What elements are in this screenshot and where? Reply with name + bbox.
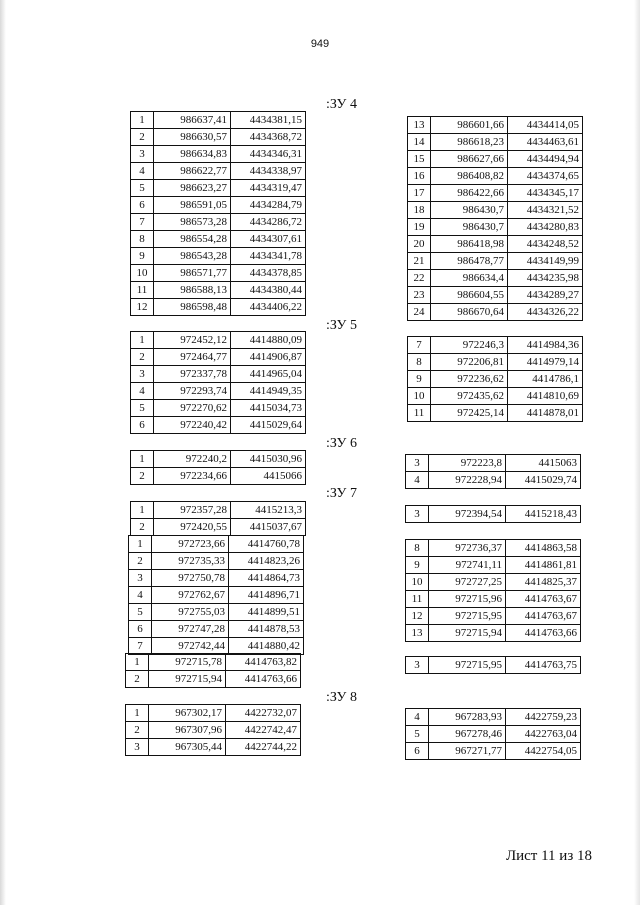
table-row <box>129 587 304 604</box>
y-coordinate-cell: 4422744,22 <box>226 739 301 756</box>
point-number-cell: 9 <box>131 248 154 265</box>
x-coordinate-cell: 972206,81 <box>431 354 508 371</box>
y-coordinate-cell: 4434149,99 <box>508 253 583 270</box>
y-coordinate-cell: 4422732,07 <box>226 705 301 722</box>
table-row <box>408 304 583 321</box>
x-coordinate-cell: 986573,28 <box>154 214 231 231</box>
point-number-cell: 3 <box>131 366 154 383</box>
table-row <box>131 129 306 146</box>
y-coordinate-cell: 4414880,42 <box>229 638 304 655</box>
x-coordinate-cell: 972337,78 <box>154 366 231 383</box>
table-row <box>408 287 583 304</box>
x-coordinate-cell: 986598,48 <box>154 299 231 316</box>
x-coordinate-cell: 986634,83 <box>154 146 231 163</box>
point-number-cell: 11 <box>406 591 429 608</box>
x-coordinate-cell: 967305,44 <box>149 739 226 756</box>
y-coordinate-cell: 4414863,58 <box>506 540 581 557</box>
y-coordinate-cell: 4434374,65 <box>508 168 583 185</box>
table-row <box>129 553 304 570</box>
coord-table <box>405 539 581 642</box>
y-coordinate-cell: 4434235,98 <box>508 270 583 287</box>
y-coordinate-cell: 4414878,53 <box>229 621 304 638</box>
y-coordinate-cell: 4415029,74 <box>506 472 581 489</box>
x-coordinate-cell: 986637,41 <box>154 112 231 129</box>
coord-table <box>125 704 301 756</box>
table-row <box>408 405 583 422</box>
point-number-cell: 18 <box>408 202 431 219</box>
table-row <box>129 621 304 638</box>
table-row <box>129 604 304 621</box>
point-number-cell: 15 <box>408 151 431 168</box>
table-row <box>131 451 306 468</box>
table-row <box>406 657 581 674</box>
y-coordinate-cell: 4414965,04 <box>231 366 306 383</box>
point-number-cell: 1 <box>131 502 154 519</box>
x-coordinate-cell: 972236,62 <box>431 371 508 388</box>
point-number-cell: 2 <box>131 129 154 146</box>
y-coordinate-cell: 4434378,85 <box>231 265 306 282</box>
table-row <box>408 270 583 287</box>
section-label-zu6: :ЗУ 6 <box>326 436 357 451</box>
y-coordinate-cell: 4414878,01 <box>508 405 583 422</box>
coord-table <box>125 653 301 688</box>
table-row <box>406 608 581 625</box>
point-number-cell: 8 <box>408 354 431 371</box>
x-coordinate-cell: 972715,95 <box>429 657 506 674</box>
point-number-cell: 16 <box>408 168 431 185</box>
table-row <box>406 625 581 642</box>
y-coordinate-cell: 4434326,22 <box>508 304 583 321</box>
point-number-cell: 20 <box>408 236 431 253</box>
x-coordinate-cell: 986588,13 <box>154 282 231 299</box>
y-coordinate-cell: 4414810,69 <box>508 388 583 405</box>
y-coordinate-cell: 4434284,79 <box>231 197 306 214</box>
y-coordinate-cell: 4415030,96 <box>231 451 306 468</box>
x-coordinate-cell: 972223,8 <box>429 455 506 472</box>
y-coordinate-cell: 4414763,66 <box>506 625 581 642</box>
table-row <box>408 185 583 202</box>
point-number-cell: 4 <box>131 383 154 400</box>
point-number-cell: 14 <box>408 134 431 151</box>
point-number-cell: 10 <box>408 388 431 405</box>
table-row <box>406 472 581 489</box>
x-coordinate-cell: 972727,25 <box>429 574 506 591</box>
table-row <box>408 354 583 371</box>
x-coordinate-cell: 972755,03 <box>152 604 229 621</box>
y-coordinate-cell: 4422759,23 <box>506 709 581 726</box>
point-number-cell: 9 <box>406 557 429 574</box>
table-row <box>406 506 581 523</box>
coord-table <box>130 450 306 485</box>
x-coordinate-cell: 972715,94 <box>149 671 226 688</box>
x-coordinate-cell: 967307,96 <box>149 722 226 739</box>
point-number-cell: 21 <box>408 253 431 270</box>
point-number-cell: 8 <box>406 540 429 557</box>
y-coordinate-cell: 4414979,14 <box>508 354 583 371</box>
section-label-zu8: :ЗУ 8 <box>326 690 357 705</box>
x-coordinate-cell: 986422,66 <box>431 185 508 202</box>
y-coordinate-cell: 4434248,52 <box>508 236 583 253</box>
x-coordinate-cell: 972723,66 <box>152 536 229 553</box>
x-coordinate-cell: 986478,77 <box>431 253 508 270</box>
point-number-cell: 3 <box>126 739 149 756</box>
point-number-cell: 5 <box>406 726 429 743</box>
coord-table <box>130 111 306 316</box>
x-coordinate-cell: 986430,7 <box>431 202 508 219</box>
y-coordinate-cell: 4434368,72 <box>231 129 306 146</box>
x-coordinate-cell: 972435,62 <box>431 388 508 405</box>
point-number-cell: 6 <box>131 417 154 434</box>
y-coordinate-cell: 4434414,05 <box>508 117 583 134</box>
table-row <box>131 519 306 536</box>
x-coordinate-cell: 972750,78 <box>152 570 229 587</box>
point-number-cell: 1 <box>131 332 154 349</box>
point-number-cell: 5 <box>131 180 154 197</box>
y-coordinate-cell: 4415029,64 <box>231 417 306 434</box>
y-coordinate-cell: 4415218,43 <box>506 506 581 523</box>
x-coordinate-cell: 986543,28 <box>154 248 231 265</box>
table-row <box>131 468 306 485</box>
point-number-cell: 24 <box>408 304 431 321</box>
table-row <box>406 591 581 608</box>
point-number-cell: 6 <box>406 743 429 760</box>
x-coordinate-cell: 986571,77 <box>154 265 231 282</box>
point-number-cell: 7 <box>408 337 431 354</box>
table-row <box>406 709 581 726</box>
point-number-cell: 2 <box>131 349 154 366</box>
table-row <box>408 168 583 185</box>
point-number-cell: 1 <box>126 654 149 671</box>
table-row <box>131 400 306 417</box>
y-coordinate-cell: 4414906,87 <box>231 349 306 366</box>
x-coordinate-cell: 972452,12 <box>154 332 231 349</box>
point-number-cell: 3 <box>406 506 429 523</box>
y-coordinate-cell: 4434289,27 <box>508 287 583 304</box>
y-coordinate-cell: 4434346,31 <box>231 146 306 163</box>
y-coordinate-cell: 4434319,47 <box>231 180 306 197</box>
coord-table <box>407 116 583 321</box>
table-row <box>131 248 306 265</box>
x-coordinate-cell: 986618,23 <box>431 134 508 151</box>
table-row <box>131 180 306 197</box>
y-coordinate-cell: 4414949,35 <box>231 383 306 400</box>
x-coordinate-cell: 972228,94 <box>429 472 506 489</box>
x-coordinate-cell: 986622,77 <box>154 163 231 180</box>
table-row <box>406 743 581 760</box>
point-number-cell: 7 <box>131 214 154 231</box>
y-coordinate-cell: 4414825,37 <box>506 574 581 591</box>
point-number-cell: 10 <box>406 574 429 591</box>
x-coordinate-cell: 972420,55 <box>154 519 231 536</box>
table-row <box>126 722 301 739</box>
x-coordinate-cell: 972394,54 <box>429 506 506 523</box>
table-row <box>126 739 301 756</box>
y-coordinate-cell: 4414763,67 <box>506 591 581 608</box>
y-coordinate-cell: 4414763,82 <box>226 654 301 671</box>
x-coordinate-cell: 972464,77 <box>154 349 231 366</box>
x-coordinate-cell: 972715,96 <box>429 591 506 608</box>
section-label-zu5: :ЗУ 5 <box>326 318 357 333</box>
y-coordinate-cell: 4434307,61 <box>231 231 306 248</box>
y-coordinate-cell: 4434280,83 <box>508 219 583 236</box>
point-number-cell: 9 <box>408 371 431 388</box>
y-coordinate-cell: 4414880,09 <box>231 332 306 349</box>
table-row <box>408 371 583 388</box>
x-coordinate-cell: 967271,77 <box>429 743 506 760</box>
x-coordinate-cell: 972270,62 <box>154 400 231 417</box>
y-coordinate-cell: 4422742,47 <box>226 722 301 739</box>
x-coordinate-cell: 986670,64 <box>431 304 508 321</box>
y-coordinate-cell: 4434380,44 <box>231 282 306 299</box>
table-row <box>406 574 581 591</box>
coord-table <box>407 336 583 422</box>
x-coordinate-cell: 972293,74 <box>154 383 231 400</box>
point-number-cell: 3 <box>129 570 152 587</box>
table-row <box>126 671 301 688</box>
table-row <box>408 134 583 151</box>
y-coordinate-cell: 4422754,05 <box>506 743 581 760</box>
point-number-cell: 4 <box>129 587 152 604</box>
point-number-cell: 13 <box>406 625 429 642</box>
point-number-cell: 1 <box>129 536 152 553</box>
table-row <box>131 417 306 434</box>
x-coordinate-cell: 967302,17 <box>149 705 226 722</box>
point-number-cell: 5 <box>129 604 152 621</box>
x-coordinate-cell: 972715,95 <box>429 608 506 625</box>
x-coordinate-cell: 972741,11 <box>429 557 506 574</box>
table-row <box>408 202 583 219</box>
point-number-cell: 2 <box>126 671 149 688</box>
x-coordinate-cell: 972240,2 <box>154 451 231 468</box>
point-number-cell: 11 <box>408 405 431 422</box>
point-number-cell: 7 <box>129 638 152 655</box>
x-coordinate-cell: 972736,37 <box>429 540 506 557</box>
point-number-cell: 4 <box>131 163 154 180</box>
y-coordinate-cell: 4422763,04 <box>506 726 581 743</box>
y-coordinate-cell: 4414760,78 <box>229 536 304 553</box>
point-number-cell: 11 <box>131 282 154 299</box>
y-coordinate-cell: 4434321,52 <box>508 202 583 219</box>
point-number-cell: 8 <box>131 231 154 248</box>
point-number-cell: 1 <box>131 451 154 468</box>
point-number-cell: 5 <box>131 400 154 417</box>
x-coordinate-cell: 986634,4 <box>431 270 508 287</box>
table-row <box>131 112 306 129</box>
x-coordinate-cell: 972747,28 <box>152 621 229 638</box>
x-coordinate-cell: 986630,57 <box>154 129 231 146</box>
y-coordinate-cell: 4414763,67 <box>506 608 581 625</box>
coord-table <box>405 656 581 674</box>
y-coordinate-cell: 4414864,73 <box>229 570 304 587</box>
y-coordinate-cell: 4414763,66 <box>226 671 301 688</box>
table-row <box>131 163 306 180</box>
table-row <box>131 282 306 299</box>
x-coordinate-cell: 972357,28 <box>154 502 231 519</box>
table-row <box>406 726 581 743</box>
y-coordinate-cell: 4434341,78 <box>231 248 306 265</box>
page-number: 949 <box>310 38 330 50</box>
y-coordinate-cell: 4414896,71 <box>229 587 304 604</box>
table-row <box>126 705 301 722</box>
point-number-cell: 2 <box>131 519 154 536</box>
x-coordinate-cell: 967278,46 <box>429 726 506 743</box>
x-coordinate-cell: 967283,93 <box>429 709 506 726</box>
point-number-cell: 6 <box>129 621 152 638</box>
x-coordinate-cell: 986623,27 <box>154 180 231 197</box>
x-coordinate-cell: 972240,42 <box>154 417 231 434</box>
point-number-cell: 3 <box>131 146 154 163</box>
table-row <box>408 236 583 253</box>
table-row <box>131 214 306 231</box>
table-row <box>129 536 304 553</box>
y-coordinate-cell: 4434381,15 <box>231 112 306 129</box>
y-coordinate-cell: 4414786,1 <box>508 371 583 388</box>
table-row <box>126 654 301 671</box>
x-coordinate-cell: 972425,14 <box>431 405 508 422</box>
table-row <box>131 146 306 163</box>
y-coordinate-cell: 4434345,17 <box>508 185 583 202</box>
point-number-cell: 3 <box>406 455 429 472</box>
y-coordinate-cell: 4414763,75 <box>506 657 581 674</box>
y-coordinate-cell: 4414984,36 <box>508 337 583 354</box>
table-row <box>406 455 581 472</box>
point-number-cell: 23 <box>408 287 431 304</box>
y-coordinate-cell: 4414861,81 <box>506 557 581 574</box>
y-coordinate-cell: 4415037,67 <box>231 519 306 536</box>
table-row <box>131 332 306 349</box>
table-row <box>131 383 306 400</box>
coord-table <box>128 535 304 655</box>
y-coordinate-cell: 4415066 <box>231 468 306 485</box>
point-number-cell: 1 <box>131 112 154 129</box>
point-number-cell: 6 <box>131 197 154 214</box>
point-number-cell: 2 <box>129 553 152 570</box>
point-number-cell: 12 <box>406 608 429 625</box>
y-coordinate-cell: 4434494,94 <box>508 151 583 168</box>
page-edge-right <box>634 0 640 905</box>
coord-table <box>405 454 581 489</box>
table-row <box>408 117 583 134</box>
table-row <box>129 570 304 587</box>
table-row <box>131 502 306 519</box>
x-coordinate-cell: 972715,78 <box>149 654 226 671</box>
coord-table <box>130 501 306 536</box>
y-coordinate-cell: 4434286,72 <box>231 214 306 231</box>
point-number-cell: 12 <box>131 299 154 316</box>
table-row <box>406 540 581 557</box>
sheet-footer: Лист 11 из 18 <box>505 848 592 864</box>
point-number-cell: 13 <box>408 117 431 134</box>
point-number-cell: 2 <box>126 722 149 739</box>
x-coordinate-cell: 986601,66 <box>431 117 508 134</box>
x-coordinate-cell: 972762,67 <box>152 587 229 604</box>
table-row <box>131 197 306 214</box>
point-number-cell: 1 <box>126 705 149 722</box>
point-number-cell: 3 <box>406 657 429 674</box>
coord-table <box>130 331 306 434</box>
page-edge-left <box>0 0 6 905</box>
x-coordinate-cell: 986430,7 <box>431 219 508 236</box>
y-coordinate-cell: 4415063 <box>506 455 581 472</box>
y-coordinate-cell: 4434406,22 <box>231 299 306 316</box>
x-coordinate-cell: 986604,55 <box>431 287 508 304</box>
y-coordinate-cell: 4434338,97 <box>231 163 306 180</box>
x-coordinate-cell: 972742,44 <box>152 638 229 655</box>
y-coordinate-cell: 4415213,3 <box>231 502 306 519</box>
table-row <box>408 151 583 168</box>
y-coordinate-cell: 4415034,73 <box>231 400 306 417</box>
point-number-cell: 17 <box>408 185 431 202</box>
x-coordinate-cell: 972735,33 <box>152 553 229 570</box>
point-number-cell: 22 <box>408 270 431 287</box>
section-label-zu7: :ЗУ 7 <box>326 486 357 501</box>
table-row <box>131 366 306 383</box>
table-row <box>131 265 306 282</box>
point-number-cell: 4 <box>406 472 429 489</box>
y-coordinate-cell: 4414823,26 <box>229 553 304 570</box>
coord-table <box>405 708 581 760</box>
table-row <box>131 231 306 248</box>
x-coordinate-cell: 972715,94 <box>429 625 506 642</box>
x-coordinate-cell: 972234,66 <box>154 468 231 485</box>
x-coordinate-cell: 986418,98 <box>431 236 508 253</box>
x-coordinate-cell: 986627,66 <box>431 151 508 168</box>
point-number-cell: 10 <box>131 265 154 282</box>
point-number-cell: 2 <box>131 468 154 485</box>
table-row <box>408 253 583 270</box>
table-row <box>129 638 304 655</box>
table-row <box>408 219 583 236</box>
point-number-cell: 19 <box>408 219 431 236</box>
x-coordinate-cell: 986408,82 <box>431 168 508 185</box>
table-row <box>406 557 581 574</box>
x-coordinate-cell: 972246,3 <box>431 337 508 354</box>
table-row <box>408 388 583 405</box>
point-number-cell: 4 <box>406 709 429 726</box>
x-coordinate-cell: 986554,28 <box>154 231 231 248</box>
x-coordinate-cell: 986591,05 <box>154 197 231 214</box>
section-label-zu4: :ЗУ 4 <box>326 97 357 112</box>
table-row <box>131 299 306 316</box>
coord-table <box>405 505 581 523</box>
y-coordinate-cell: 4414899,51 <box>229 604 304 621</box>
table-row <box>131 349 306 366</box>
table-row <box>408 337 583 354</box>
y-coordinate-cell: 4434463,61 <box>508 134 583 151</box>
